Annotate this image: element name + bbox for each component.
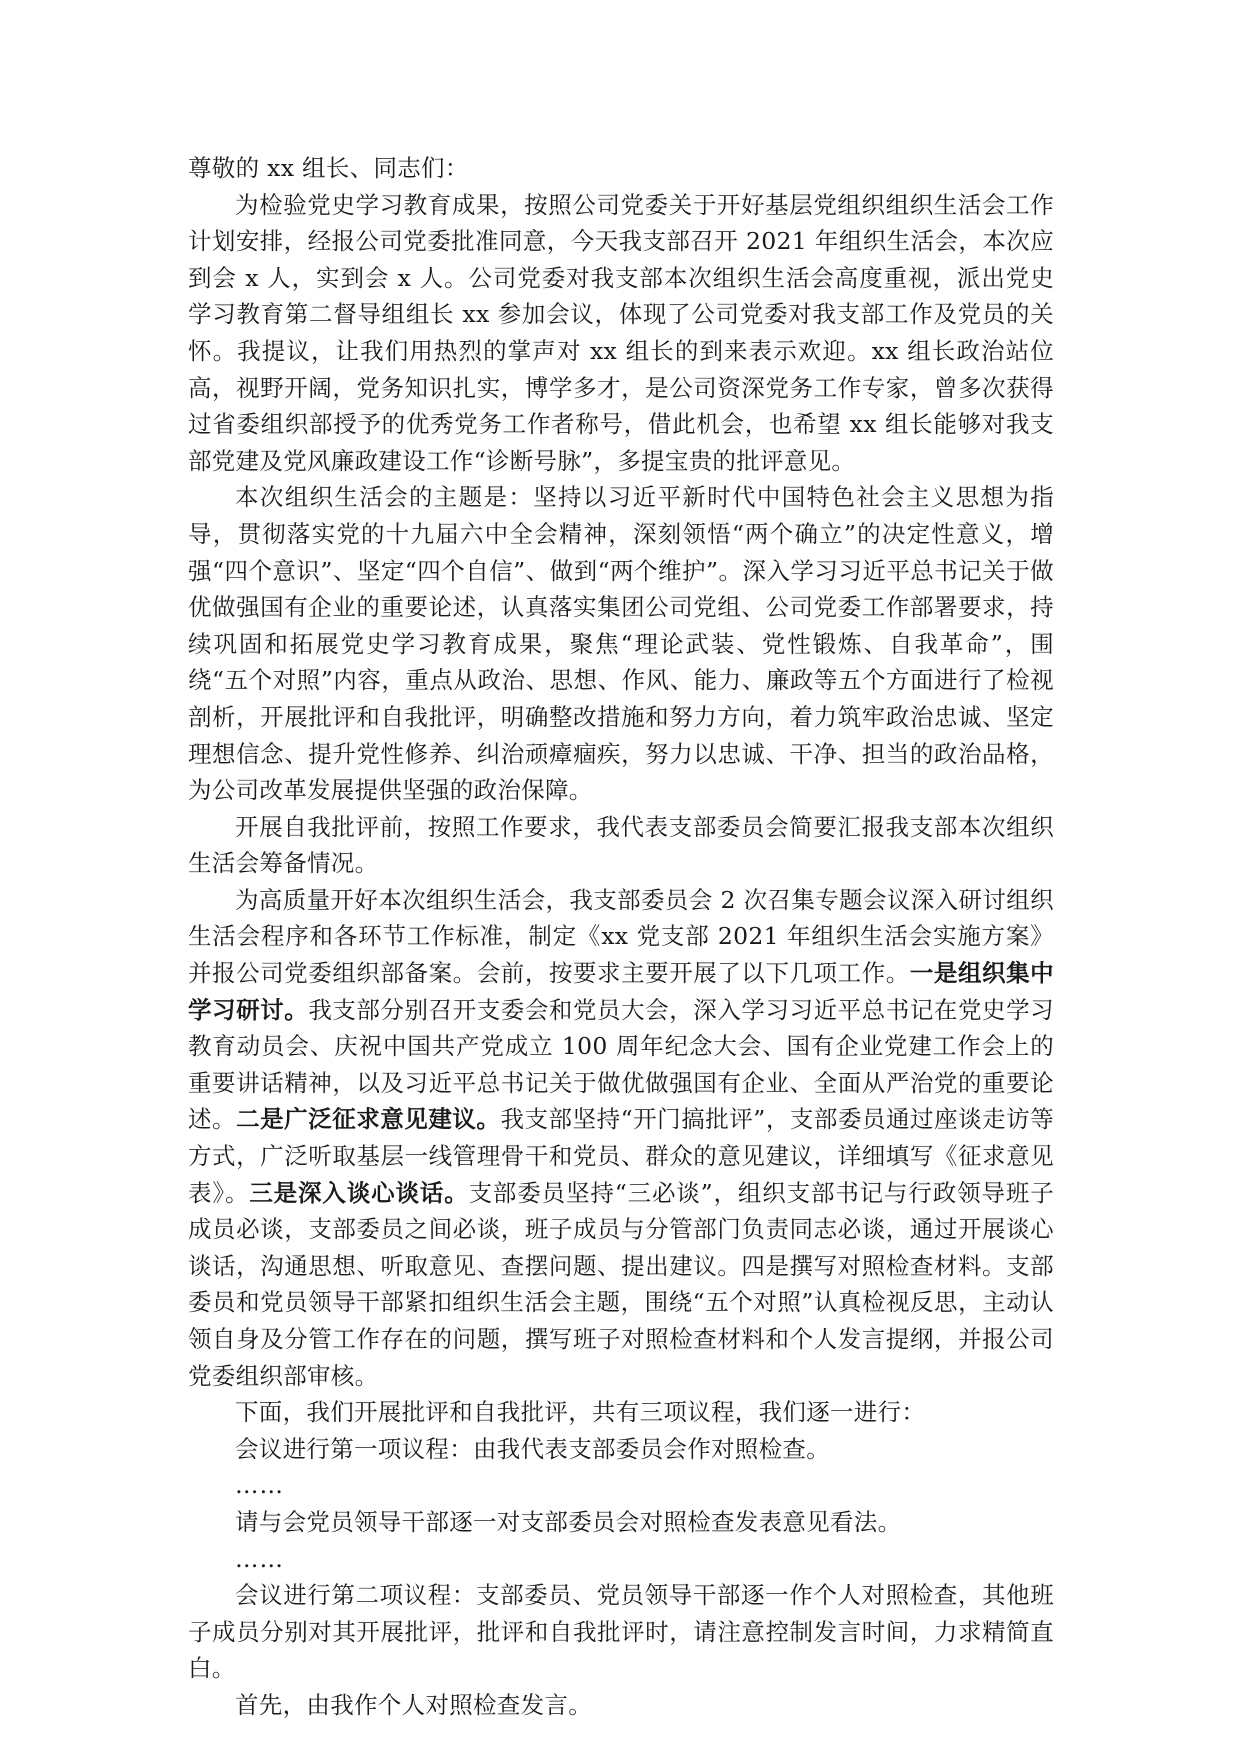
paragraph-agenda-item1: 会议进行第一项议程：由我代表支部委员会作对照检查。 [235, 1434, 830, 1463]
item3-title: 三是深入谈心谈话。 [249, 1178, 469, 1207]
paragraph-first-speech: 首先，由我作个人对照检查发言。 [235, 1690, 592, 1719]
salutation: 尊敬的 xx 组长、同志们： [188, 154, 469, 182]
ellipsis-2: …… [235, 1544, 284, 1573]
paragraph-preparation-details [188, 882, 1054, 1394]
paragraph-theme: 本次组织生活会的主题是：坚持以习近平新时代中国特色社会主义思想为指导，贯彻落实党的十九届六中全会精神，深刻领悟“两个确立”的决定性意义，增强“四个意识”、坚定“四个自信”、做到“两个维护”。深入学习习近平总书记关于做优做强国有企业的重要论述，认真落实集团公司党组、公司党委工作部署要求，持续巩固和拓展党史学习教育成果，聚焦“理论武装、党性锻炼、自我革命”，围绕“五个对照”内容，重点从政治、思想、作风、能力、廉政等五个方面进行了检视剖析，开展批评和自我批评，明确整改措施和努力方向，着力筑牢政治忠诚、坚定理想信念、提升党性修养、纠治顽瘴痼疾，努力以忠诚、干净、担当的政治品格，为公司改革发展提供坚强的政治保障。 [188, 483, 1054, 805]
item1-title: 一是组织集中学习研讨。 [188, 959, 1054, 1024]
ellipsis-1: …… [235, 1471, 284, 1500]
item3-text: 支部委员坚持“三必谈”，组织支部书记与行政领导班子成员必谈，支部委员之间必谈，班子成员与分管部门负责同志必谈，通过开展谈心谈话，沟通思想、听取意见、查摆问题、提出建议。四是撰写对照检查材料。支部委员和党员领导干部紧扣组织生活会主题，围绕“五个对照”认真检视反思，主动认领自身及分管工作存在的问题，撰写班子对照检查材料和个人发言提纲，并报公司党委组织部审核。 [188, 1178, 1054, 1390]
item2-text: 我支部坚持“开门搞批评”，支部委员通过座谈走访等方式，广泛听取基层一线管理骨干和党员、群众的意见建议，详细填写《征求意见表》。 [188, 1105, 1054, 1207]
paragraph-opening: 为检验党史学习教育成果，按照公司党委关于开好基层党组织组织生活会工作计划安排，经报公司党委批准同意，今天我支部召开 2021 年组织生活会，本次应到会 x 人，实到会 x 人。公司党委对我支部本次组织生活会高度重视，派出党史学习教育第二督导组组长 xx 参加会议，体现了公司党委对我支部工作及党员的关怀。我提议，让我们用热烈的掌声对 xx 组长的到来表示欢迎。xx 组长政治站位高，视野开阔，党务知识扎实，博学多才，是公司资深党务工作专家，曾多次获得过省委组织部授予的优秀党务工作者称号，借此机会，也希望 xx 组长能够对我支部党建及党风廉政建设工作“诊断号脉”，多提宝贵的批评意见。 [188, 190, 1054, 475]
document-page [188, 150, 1054, 1724]
paragraph-agenda-intro: 下面，我们开展批评和自我批评，共有三项议程，我们逐一进行： [235, 1398, 926, 1427]
paragraph-agenda-item2: 会议进行第二项议程：支部委员、党员领导干部逐一作个人对照检查，其他班子成员分别对其开展批评，批评和自我批评时，请注意控制发言时间，力求精简直白。 [188, 1581, 1054, 1683]
item1-text: 我支部分别召开支委会和党员大会，深入学习习近平总书记在党史学习教育动员会、庆祝中国共产党成立 100 周年纪念大会、国有企业党建工作会上的重要讲话精神，以及习近平总书记关于做优做强国有企业、全面从严治党的重要论述。 [188, 995, 1054, 1134]
preparation-intro-text: 为高质量开好本次组织生活会，我支部委员会 2 次召集专题会议深入研讨组织生活会程序和各环节工作标准，制定《xx 党支部 2021 年组织生活会实施方案》并报公司党委组织部备案。会前，按要求主要开展了以下几项工作。 [188, 885, 1054, 988]
paragraph-preparation-intro: 开展自我批评前，按照工作要求，我代表支部委员会简要汇报我支部本次组织生活会筹备情况。 [188, 812, 1054, 878]
paragraph-opinions: 请与会党员领导干部逐一对支部委员会对照检查发表意见看法。 [235, 1507, 902, 1536]
item2-title: 二是广泛征求意见建议。 [236, 1105, 501, 1134]
